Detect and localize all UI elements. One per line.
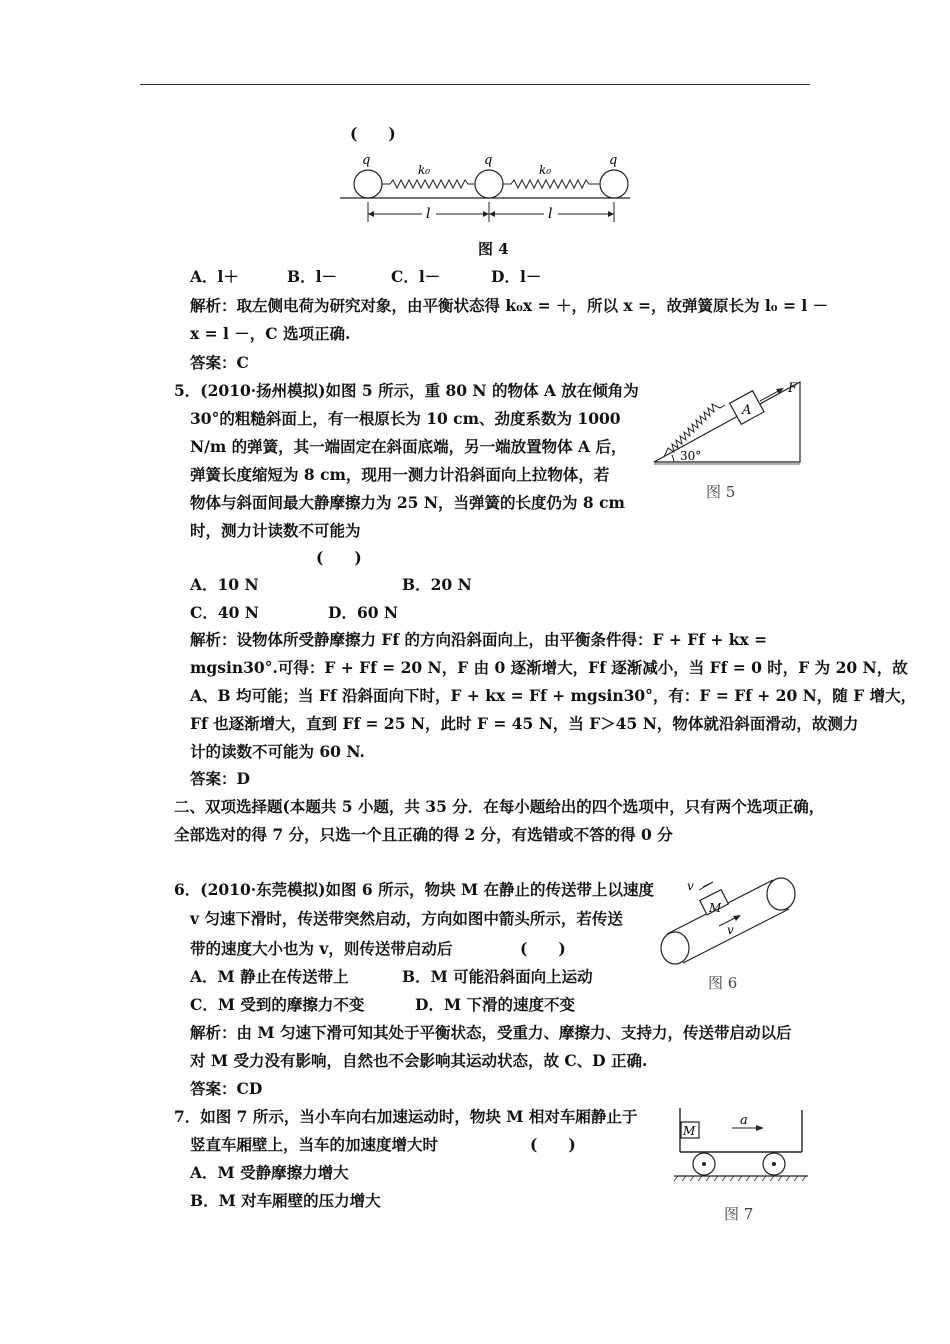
block-a-label: A [742, 403, 752, 418]
block-m-label: M [683, 1124, 696, 1138]
length-label: l [426, 206, 431, 222]
force-label: F [788, 381, 798, 396]
spring-constant-label: k₀ [539, 163, 552, 177]
q5-analysis-line: A、B 均可能；当 Ff 沿斜面向下时，F + kx = Ff + mgsin30°，有：F = Ff + 20 N，随 F 增大， [190, 686, 917, 705]
q5-stem-line: 时，测力计读数不可能为 [190, 521, 361, 540]
q6-stem-line: 6．(2010·东莞模拟)如图 6 所示，物块 M 在静止的传送带上以速度 [174, 880, 655, 899]
q6-option-a: A．M 静止在传送带上 [190, 967, 349, 986]
q5-option-d: D．60 N [328, 603, 399, 622]
charge-label: q [609, 153, 618, 168]
q4-analysis-line: x = l －，C 选项正确. [190, 324, 351, 343]
q4-option-a: A．l＋ [190, 267, 239, 286]
figure-4-three-charges [340, 150, 630, 232]
q7-answer-bracket: ( ) [530, 1135, 576, 1154]
header-rule [140, 84, 810, 85]
q6-stem-line: v 匀速下滑时，传送带突然启动，方向如图中箭头所示，若传送 [190, 909, 623, 928]
q6-option-c: C．M 受到的摩擦力不变 [190, 995, 365, 1014]
q5-stem-line: 5．(2010·扬州模拟)如图 5 所示，重 80 N 的物体 A 放在倾角为 [174, 381, 639, 400]
q6-answer-bracket: ( ) [520, 939, 566, 958]
section-2-heading-cont: 全部选对的得 7 分，只选一个且正确的得 2 分，有选错或不答的得 0 分 [174, 825, 673, 844]
figure-6-caption: 图 6 [708, 974, 738, 992]
q5-stem-line: 30°的粗糙斜面上，有一根原长为 10 cm、劲度系数为 1000 [190, 409, 621, 428]
q7-option-a: A．M 受静摩擦力增大 [190, 1163, 349, 1182]
q5-stem-line: N/m 的弹簧，其一端固定在斜面底端，另一端放置物体 A 后， [190, 437, 627, 456]
charge-label: q [362, 153, 371, 168]
q5-stem-line: 弹簧长度缩短为 8 cm，现用一测力计沿斜面向上拉物体，若 [190, 465, 610, 484]
q5-answer-bracket: ( ) [316, 548, 362, 567]
q6-analysis-line: 解析：由 M 匀速下滑可知其处于平衡状态，受重力、摩擦力、支持力，传送带启动以后 [190, 1023, 792, 1042]
charge-middle [475, 170, 503, 198]
spring-constant-label: k₀ [418, 163, 431, 177]
figure-6-conveyor [655, 870, 805, 970]
acceleration-label: a [740, 1113, 748, 1128]
q5-stem-line: 物体与斜面间最大静摩擦力为 25 N，当弹簧的长度仍为 8 cm [190, 493, 625, 512]
q4-option-d: D．l－ [491, 267, 542, 286]
figure-7-cart [672, 1104, 812, 1184]
belt-velocity-label: v [727, 923, 734, 937]
q5-analysis-line: mgsin30°.可得：F + Ff = 20 N，F 由 0 逐渐增大，Ff 逐渐减小，当 Ff = 0 时，F 为 20 N，故 [190, 658, 908, 677]
q5-option-c: C．40 N [190, 603, 259, 622]
velocity-label: v [687, 879, 694, 893]
q5-option-a: A．10 N [190, 575, 259, 594]
q4-answer: 答案：C [190, 353, 249, 372]
q6-answer: 答案：CD [190, 1079, 263, 1098]
q6-option-d: D．M 下滑的速度不变 [415, 995, 575, 1014]
charge-label: q [484, 153, 493, 168]
q5-analysis-line: Ff 也逐渐增大，直到 Ff = 25 N，此时 F = 45 N，当 F＞45 N，物体就沿斜面滑动，故测力 [190, 714, 859, 733]
length-label: l [548, 206, 553, 222]
section-2-heading: 二、双项选择题(本题共 5 小题，共 35 分．在每小题给出的四个选项中，只有两个选项正确， [174, 797, 825, 816]
q6-option-b: B．M 可能沿斜面向上运动 [402, 967, 593, 986]
q7-option-b: B．M 对车厢壁的压力增大 [190, 1191, 381, 1210]
figure-5-incline [650, 378, 810, 468]
q4-option-b: B．l－ [287, 267, 337, 286]
figure-7-caption: 图 7 [724, 1205, 754, 1223]
q6-analysis-line: 对 M 受力没有影响，自然也不会影响其运动状态，故 C、D 正确. [190, 1051, 648, 1070]
angle-label: 30° [680, 449, 702, 463]
q4-option-c: C．l－ [391, 267, 441, 286]
q5-option-b: B．20 N [402, 575, 472, 594]
q6-stem-line: 带的速度大小也为 v，则传送带启动后 [190, 939, 453, 958]
spring-left [382, 180, 475, 188]
block-m-label: M [709, 901, 722, 915]
q7-stem-line: 7．如图 7 所示，当小车向右加速运动时，物块 M 相对车厢静止于 [174, 1107, 638, 1126]
q5-answer: 答案：D [190, 769, 250, 788]
q4-analysis-line: 解析：取左侧电荷为研究对象，由平衡状态得 k₀x = ＋，所以 x =，故弹簧原长为 l₀ = l － [190, 296, 829, 315]
q5-analysis-line: 解析：设物体所受静摩擦力 Ff 的方向沿斜面向上，由平衡条件得：F + Ff + kx = [190, 630, 768, 649]
q5-analysis-line: 计的读数不可能为 60 N. [190, 742, 365, 761]
charge-right [600, 170, 628, 198]
figure-4-caption: 图 4 [478, 240, 509, 258]
figure-5-caption: 图 5 [706, 483, 736, 501]
spring-right [503, 180, 600, 188]
q7-stem-line: 竖直车厢壁上，当车的加速度增大时 [190, 1135, 439, 1154]
q4-answer-bracket: ( ) [350, 124, 396, 143]
charge-left [354, 170, 382, 198]
